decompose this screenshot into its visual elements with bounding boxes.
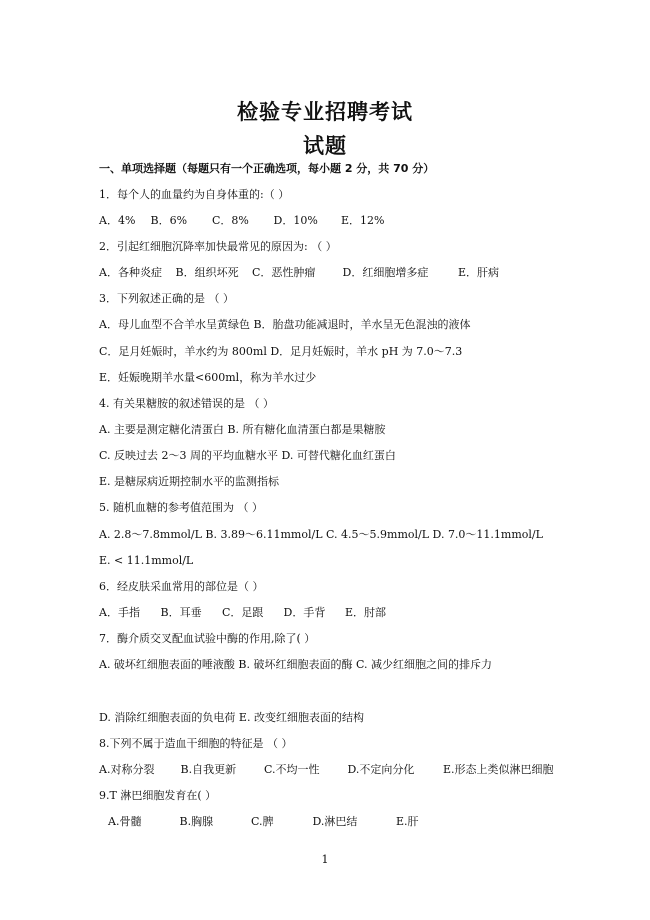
- option: D．10%: [273, 214, 318, 227]
- option: B.胸腺: [179, 815, 214, 828]
- option: C．足跟: [222, 606, 264, 619]
- option: A.骨髓: [108, 815, 142, 828]
- option: A．4%: [99, 214, 136, 227]
- question-options: [99, 763, 554, 777]
- question-option-line: E．妊娠晚期羊水量<600ml，称为羊水过少: [99, 371, 317, 384]
- question-option-line: A．母儿血型不合羊水呈黄绿色 B．胎盘功能减退时，羊水呈无色混浊的液体: [99, 318, 471, 331]
- question-option-line: E. 是糖尿病近期控制水平的监测指标: [99, 475, 280, 488]
- question-stem: 4. 有关果糖胺的叙述错误的是 （ ）: [99, 397, 274, 410]
- option: D．手背: [283, 606, 326, 619]
- question-option-line: A. 主要是测定糖化清蛋白 B. 所有糖化血清蛋白都是果糖胺: [99, 423, 386, 436]
- option: C．8%: [212, 214, 249, 227]
- question-option-line: C. 反映过去 2～3 周的平均血糖水平 D. 可替代糖化血红蛋白: [99, 449, 396, 462]
- section-heading: 一、单项选择题（每题只有一个正确选项，每小题 2 分，共 70 分）: [99, 162, 435, 175]
- question-stem: 5. 随机血糖的参考值范围为 （ ）: [99, 501, 263, 514]
- question-option-line: A. 破坏红细胞表面的唾液酸 B. 破坏红细胞表面的酶 C. 减少红细胞之间的排斥力: [99, 658, 493, 671]
- option: E．肘部: [345, 606, 387, 619]
- question-stem: 1．每个人的血量约为自身体重的:（ ）: [99, 188, 290, 201]
- page-number: 1: [321, 853, 329, 866]
- option: C.不均一性: [264, 763, 320, 776]
- question-options: [99, 606, 386, 620]
- option: B．6%: [150, 214, 188, 227]
- question-option-line: C．足月妊娠时，羊水约为 800ml D．足月妊娠时，羊水 pH 为 7.0～7.3: [99, 345, 463, 358]
- option: E.形态上类似淋巴细胞: [443, 763, 554, 776]
- question-options: [99, 214, 384, 228]
- option: C．恶性肿瘤: [252, 266, 316, 279]
- option: E.肝: [396, 815, 419, 828]
- question-stem: 2．引起红细胞沉降率加快最常见的原因为: （ ）: [99, 240, 337, 253]
- question-stem: 8.下列不属于造血干细胞的特征是 （ ）: [99, 737, 293, 750]
- question-options: [108, 815, 419, 829]
- option: B.自我更新: [180, 763, 237, 776]
- document-title: 检验专业招聘考试: [237, 100, 413, 124]
- question-option-line: A. 2.8～7.8mmol/L B. 3.89～6.11mmol/L C. 4.5～5.9mmol/L D. 7.0～11.1mmol/L: [99, 528, 543, 541]
- question-stem: 9.T 淋巴细胞发育在( ）: [99, 789, 217, 802]
- option: D．红细胞增多症: [342, 266, 429, 279]
- option: D.不定向分化: [347, 763, 415, 776]
- option: B．耳垂: [160, 606, 202, 619]
- question-stem: 6．经皮肤采血常用的部位是（ ）: [99, 580, 264, 593]
- question-options: [99, 266, 499, 280]
- document-subtitle: 试题: [303, 134, 347, 158]
- option: C.脾: [251, 815, 274, 828]
- option: A.对称分裂: [99, 763, 155, 776]
- option: E．肝病: [458, 266, 500, 279]
- option: E．12%: [341, 214, 385, 227]
- option: A．各种炎症: [99, 266, 162, 279]
- question-option-line: D. 消除红细胞表面的负电荷 E. 改变红细胞表面的结构: [99, 711, 364, 724]
- question-option-line: E. < 11.1mmol/L: [99, 554, 194, 567]
- option: A．手指: [99, 606, 140, 619]
- option: D.淋巴结: [312, 815, 358, 828]
- question-stem: 3．下列叙述正确的是 （ ）: [99, 292, 234, 305]
- question-stem: 7．酶介质交叉配血试验中酶的作用,除了( ）: [99, 632, 316, 645]
- option: B．组织坏死: [175, 266, 239, 279]
